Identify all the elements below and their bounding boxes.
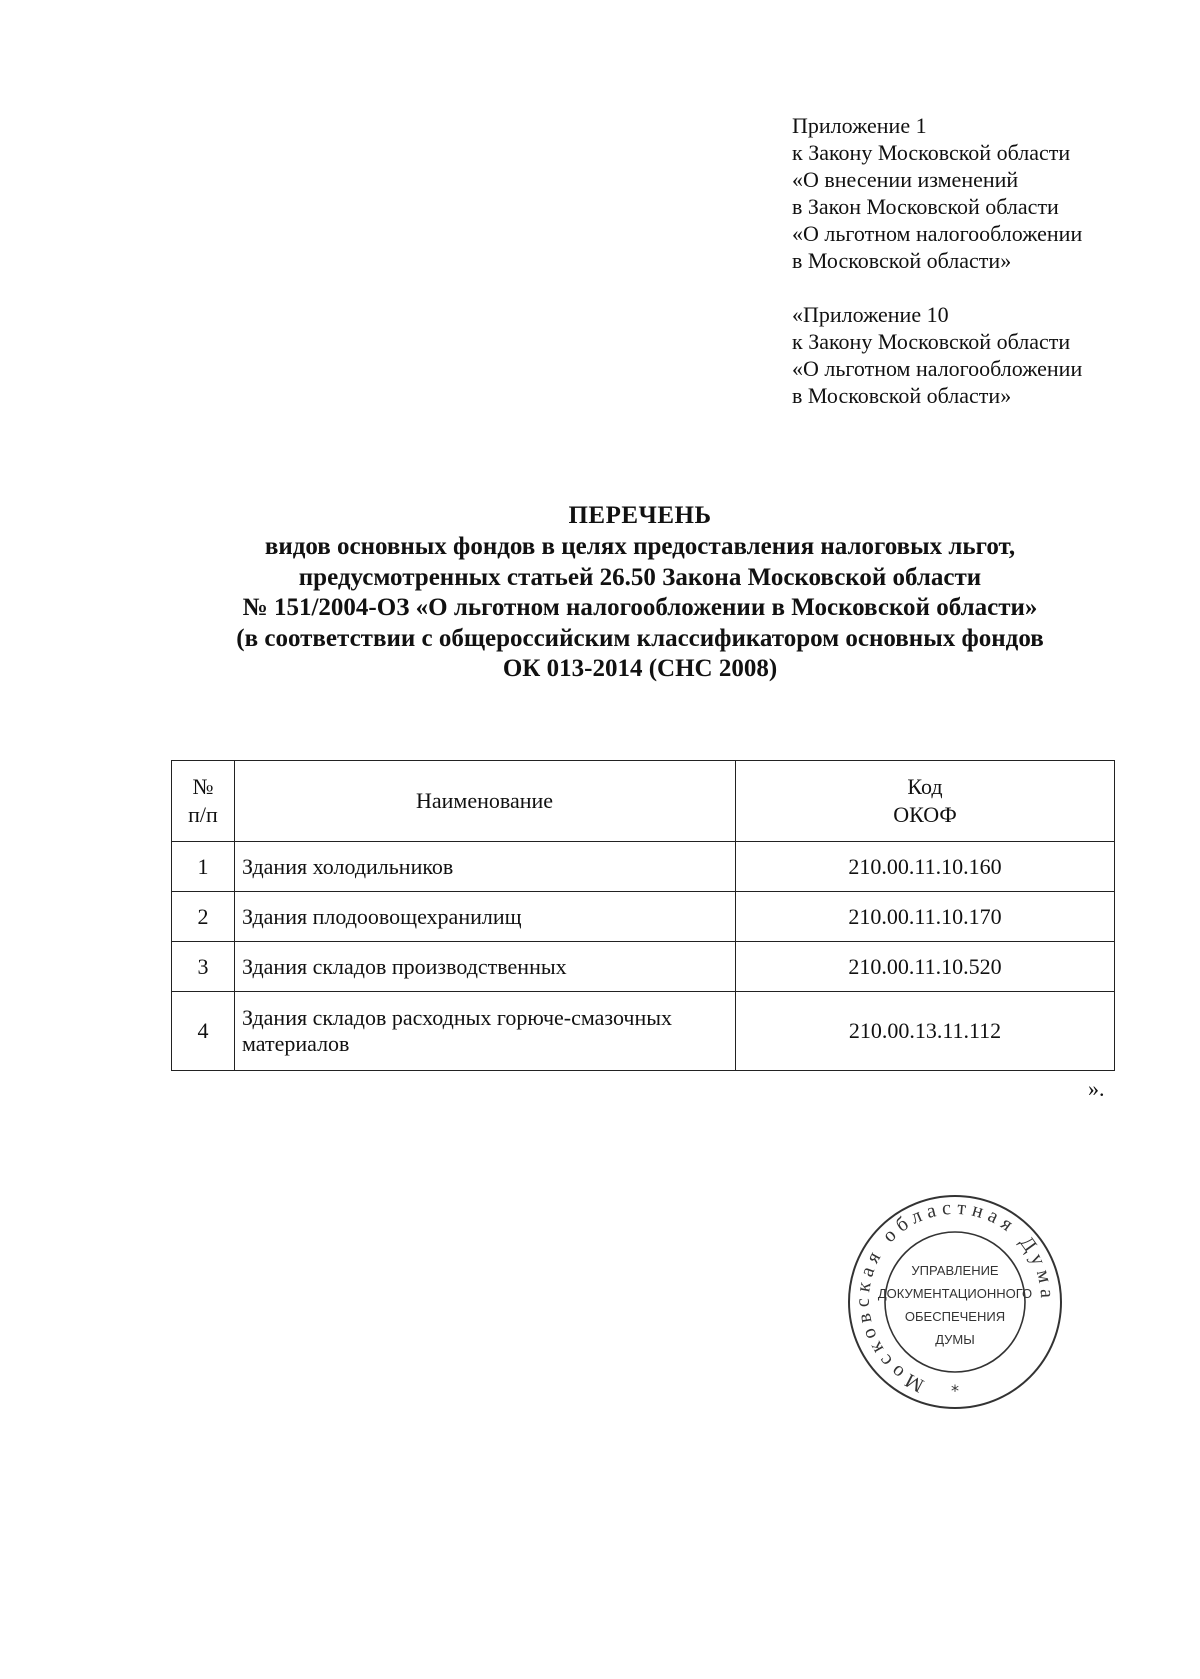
table-row: [172, 992, 1115, 1071]
table-row: [172, 942, 1115, 992]
header-number-line1: №: [192, 774, 214, 799]
stamp-inner-ring: [885, 1232, 1025, 1372]
annex-line: «О льготном налогообложении: [792, 356, 1083, 381]
annex-line: Приложение 1: [792, 113, 927, 138]
row-code: 210.00.11.10.170: [736, 892, 1115, 942]
row-name: Здания плодоовощехранилищ: [235, 892, 736, 942]
annex-line: «Приложение 10: [792, 302, 949, 327]
row-code: 210.00.11.10.520: [736, 942, 1115, 992]
title-line: (в соответствии с общероссийским классификатором основных фондов: [236, 624, 1044, 652]
row-number: 1: [172, 842, 235, 892]
header-code: [736, 761, 1115, 842]
document-title: [0, 500, 1200, 685]
stamp-center-line: ДУМЫ: [935, 1332, 975, 1347]
stamp-star: *: [951, 1381, 959, 1400]
row-name: Здания складов производственных: [235, 942, 736, 992]
funds-table: [171, 760, 1115, 1071]
header-code-line1: Код: [907, 774, 943, 799]
stamp-center-line: ОБЕСПЕЧЕНИЯ: [904, 1309, 1006, 1324]
row-number: 3: [172, 942, 235, 992]
annex-line: в Московской области»: [792, 248, 1012, 273]
header-name: Наименование: [235, 761, 736, 842]
row-code: 210.00.13.11.112: [736, 992, 1115, 1071]
table-row: [172, 892, 1115, 942]
title-line: предусмотренных статьей 26.50 Закона Московской области: [298, 563, 982, 591]
annex-line: к Закону Московской области: [792, 329, 1071, 354]
header-number-line2: п/п: [188, 802, 218, 827]
annex-line: в Московской области»: [792, 383, 1012, 408]
header-number: [172, 761, 235, 842]
annex-line: к Закону Московской области: [792, 140, 1071, 165]
title-line: видов основных фондов в целях предоставления налоговых льгот,: [264, 533, 1016, 560]
title-line: № 151/2004-ОЗ «О льготном налогообложении в Московской области»: [242, 594, 1038, 621]
closing-quote: ».: [1088, 1076, 1105, 1101]
stamp-center-line: УПРАВЛЕНИЕ: [911, 1263, 999, 1278]
stamp-outer-ring: [849, 1196, 1061, 1408]
table-header-row: [172, 761, 1115, 842]
annex-line: «О льготном налогообложении: [792, 221, 1083, 246]
stamp-center-line: ДОКУМЕНТАЦИОННОГО: [877, 1286, 1033, 1301]
official-stamp: [845, 1190, 1065, 1414]
title-line: ОК 013-2014 (СНС 2008): [502, 655, 778, 682]
annex-line: в Закон Московской области: [792, 194, 1059, 219]
row-name: Здания складов расходных горюче-смазочных материалов: [235, 992, 736, 1071]
row-number: 2: [172, 892, 235, 942]
header-code-line2: ОКОФ: [893, 802, 957, 827]
stamp-ring-text: Московская областная Дума: [852, 1196, 1059, 1397]
table-row: [172, 842, 1115, 892]
title-heading: ПЕРЕЧЕНЬ: [568, 502, 712, 529]
row-code: 210.00.11.10.160: [736, 842, 1115, 892]
row-name: Здания холодильников: [235, 842, 736, 892]
annex-header: [792, 112, 1082, 409]
row-number: 4: [172, 992, 235, 1071]
annex-line: «О внесении изменений: [792, 167, 1019, 192]
